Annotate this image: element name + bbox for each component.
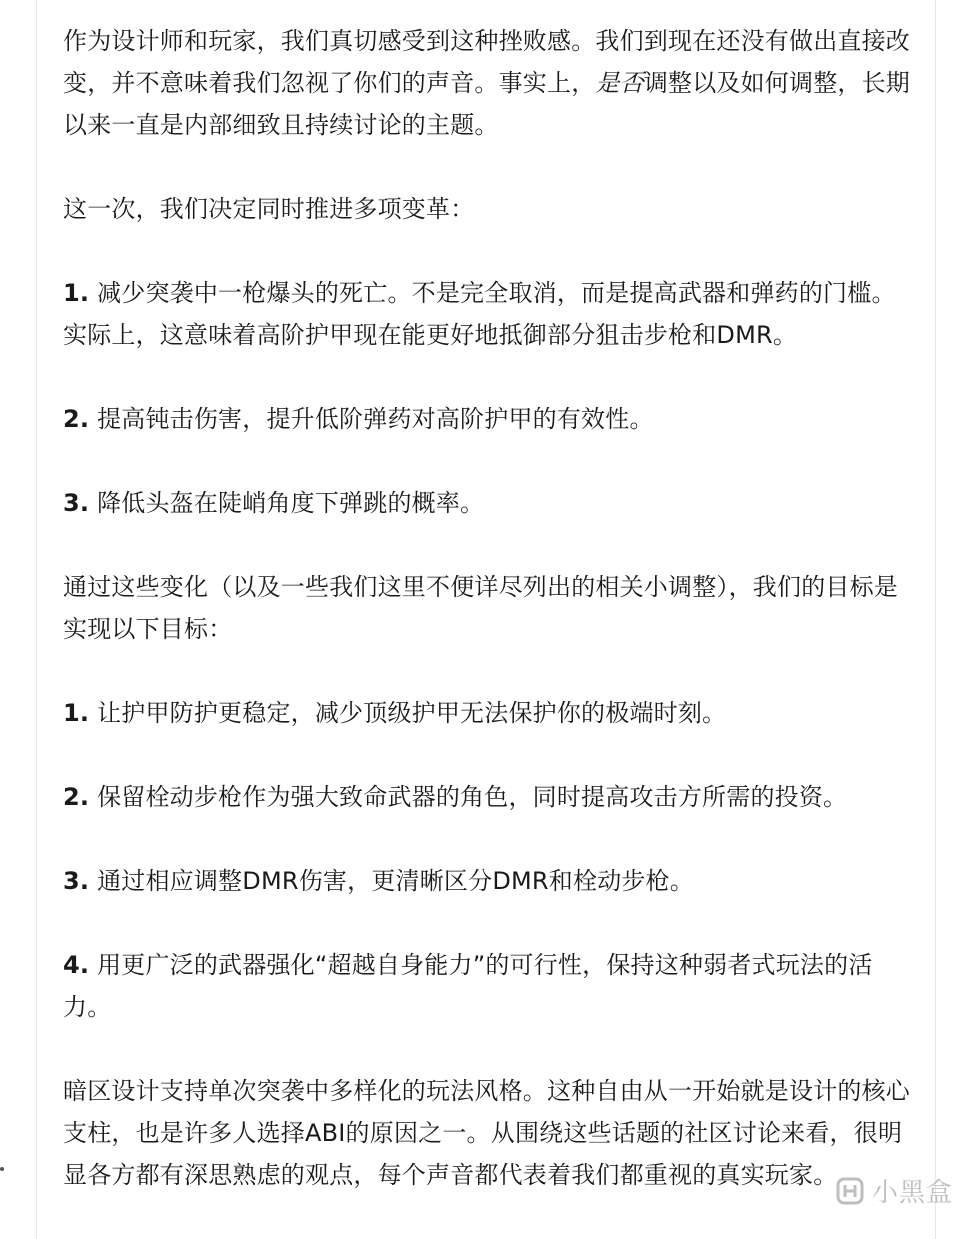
goal-item-text: 用更广泛的武器强化“超越自身能力”的可行性，保持这种弱者式玩法的活力。 xyxy=(63,951,873,1021)
goal-item-3 xyxy=(63,860,913,902)
article-page xyxy=(36,0,936,1239)
goal-item-number: 3. xyxy=(63,867,90,895)
goal-item-4 xyxy=(63,944,913,1028)
watermark-text: 小黑盒 xyxy=(871,1178,953,1208)
change-item-number: 1. xyxy=(63,279,90,307)
goal-item-number: 1. xyxy=(63,699,90,727)
intro-paragraph xyxy=(63,20,913,146)
goal-item-2 xyxy=(63,776,913,818)
change-item-text: 提高钝击伤害，提升低阶弹药对高阶护甲的有效性。 xyxy=(97,405,654,433)
edge-dot xyxy=(0,1167,4,1171)
article-body xyxy=(63,20,913,1238)
heybox-logo-icon xyxy=(834,1175,866,1207)
watermark xyxy=(834,1172,953,1209)
intro-text-end: 调整以及如何调整，长期以来一直是内部细致且持续讨论的主题。 xyxy=(63,69,911,139)
change-item-3 xyxy=(63,482,913,524)
change-item-text: 减少突袭中一枪爆头的死亡。不是完全取消，而是提高武器和弹药的门槛。实际上，这意味着高阶护甲现在能更好地抵御部分狙击步枪和DMR。 xyxy=(63,279,896,349)
intro-emphasis: 是否 xyxy=(595,69,644,97)
goals-lead-paragraph: 通过这些变化（以及一些我们这里不便详尽列出的相关小调整），我们的目标是实现以下目标： xyxy=(63,573,898,643)
change-item-1 xyxy=(63,272,913,356)
change-item-number: 3. xyxy=(63,489,90,517)
changes-lead-paragraph: 这一次，我们决定同时推进多项变革： xyxy=(63,195,475,223)
change-item-text: 降低头盔在陡峭角度下弹跳的概率。 xyxy=(97,489,485,517)
goal-item-1 xyxy=(63,692,913,734)
goal-item-number: 2. xyxy=(63,783,90,811)
intro-text-start: 作为设计师和玩家，我们真切感受到这种挫败感。我们到现在还没有做出直接改变，并不意味着我们忽视了你们的声音。事实上， xyxy=(63,27,910,97)
change-item-2 xyxy=(63,398,913,440)
goal-item-text: 保留栓动步枪作为强大致命武器的角色，同时提高攻击方所需的投资。 xyxy=(97,783,848,811)
goal-item-text: 通过相应调整DMR伤害，更清晰区分DMR和栓动步枪。 xyxy=(97,867,694,895)
goal-item-text: 让护甲防护更稳定，减少顶级护甲无法保护你的极端时刻。 xyxy=(97,699,727,727)
goal-item-number: 4. xyxy=(63,951,90,979)
closing-paragraph: 暗区设计支持单次突袭中多样化的玩法风格。这种自由从一开始就是设计的核心支柱，也是许多人选择ABI的原因之一。从围绕这些话题的社区讨论来看，很明显各方都有深思熟虑的观点，每个声音都代表着我们都重视的真实玩家。 xyxy=(63,1077,910,1189)
change-item-number: 2. xyxy=(63,405,90,433)
